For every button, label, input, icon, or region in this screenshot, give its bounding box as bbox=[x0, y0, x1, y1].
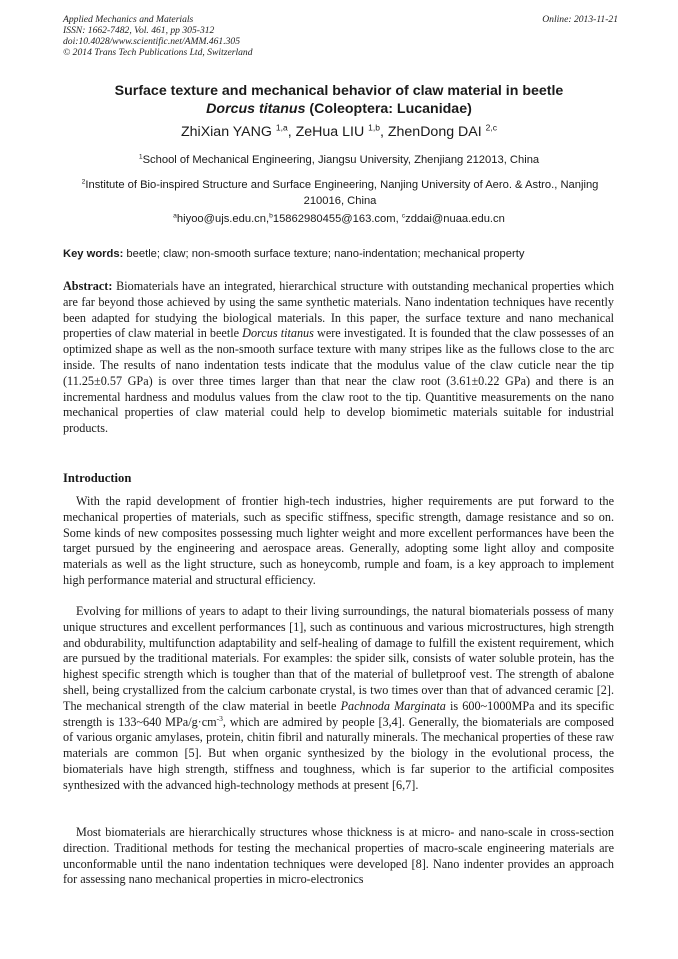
abstract-species: Dorcus titanus bbox=[242, 326, 314, 341]
author-3: , ZhenDong DAI bbox=[379, 124, 486, 140]
paper-title bbox=[40, 82, 638, 118]
email-a: hiyoo@ujs.edu.cn, bbox=[176, 213, 270, 225]
intro-paragraph-1: With the rapid development of frontier high-tech industries, higher requirements are put forward to the mechanical properties of materials, such as specific stiffness, specific strength, damage resistance and so on. Some kinds of new composites possessing much lighter weight and more excellent performances have been the target pursued by the engineering and aerospace areas. Generally, adopting some light alloy and composite materials as well as the light structure, such as honeycomb, rumple and foam, is a key approach to implement high performance material and structural efficiency. bbox=[63, 494, 614, 587]
author-list bbox=[40, 123, 638, 141]
email-b-mark: b bbox=[269, 212, 273, 220]
intro-p2-text-a: Evolving for millions of years to adapt to their living surroundings, the natural biomaterials possess of many unique structures and excellent performances [1], such as continuous and various microstructures, high strength and obdurability, multifunction adaptability and self-healing of damage to fulfill the existent requirement, which are pursued by the traditional materials. For examples: the spider silk, consists of water soluble protein, has the highest specific strength which is tougher than that of the material of bulletproof vest. The strength of abalone shell, being crystallized from the calcium carbonate crystal, is two times over than that of advanced ceramic [2]. The mechanical strength of the claw material in beetle bbox=[63, 604, 614, 713]
title-line-2-rest: (Coleoptera: Lucanidae) bbox=[305, 101, 472, 117]
keywords-label: Key words: bbox=[63, 248, 124, 260]
intro-p2-text-c: , which are admired by people [3,4]. Generally, the biomaterials are composed of various organic amylases, protein, chitin fibril and naturally minerals. The mechanical properties of these raw materials are common [5]. But when organic synthesized by the biology in the evolutional process, the biomaterials have high strength, stiffness and toughness, which is far superior to the artificial composites synthesized with the advanced high-technology methods at present [6,7]. bbox=[63, 714, 614, 792]
copyright-line: © 2014 Trans Tech Publications Ltd, Switzerland bbox=[63, 47, 253, 58]
intro-p2-species: Pachnoda Marginata bbox=[340, 698, 446, 713]
author-1-affil: 1,a bbox=[275, 122, 288, 133]
affiliation-1-text: School of Mechanical Engineering, Jiangsu University, Zhenjiang 212013, China bbox=[142, 154, 540, 166]
intro-paragraph-2 bbox=[63, 604, 614, 794]
email-a-mark: a bbox=[173, 212, 177, 220]
author-2: , ZeHua LIU bbox=[287, 124, 369, 140]
email-c-mark: c bbox=[401, 212, 406, 220]
intro-p2-text-b: is 600~1000MPa and its specific strength is 133~640 MPa/g·cm bbox=[63, 698, 614, 729]
affiliation-2-text: Institute of Bio-inspired Structure and Surface Engineering, Nanjing University of Aero. & Astro., Nanjing 210016, China bbox=[85, 179, 599, 207]
intro-paragraph-3: Most biomaterials are hierarchically structures whose thickness is at micro- and nano-scale in cross-section direction. Traditional methods for testing the mechanical properties of macro-scale engineering materials are unconformable until the nano indentation techniques were developed [8]. Nano indenter provides an approach for assessing nano mechanical properties in micro-electronics bbox=[63, 825, 614, 887]
email-b: 15862980455@163.com, bbox=[272, 213, 402, 225]
abstract-label: Abstract: bbox=[63, 279, 113, 293]
keywords bbox=[63, 246, 623, 262]
affiliation-2 bbox=[70, 177, 610, 209]
title-line-1: Surface texture and mechanical behavior of claw material in beetle bbox=[114, 83, 564, 99]
affiliation-1 bbox=[40, 152, 638, 168]
doi-line: doi:10.4028/www.scientific.net/AMM.461.305 bbox=[63, 36, 241, 47]
issn-line: ISSN: 1662-7482, Vol. 461, pp 305-312 bbox=[63, 25, 215, 36]
affiliation-1-mark: 1 bbox=[138, 153, 143, 161]
email-line bbox=[40, 211, 638, 227]
section-heading-introduction: Introduction bbox=[63, 471, 132, 485]
abstract-text-1: Biomaterials have an integrated, hierarchical structure with outstanding mechanical properties which are far beyond those achieved by using the same synthetic materials. Nano indentation techniques have recently been adapted for studying the biological materials. In this paper, the surface texture and nano mechanical properties of claw material in beetle bbox=[63, 279, 614, 341]
title-line-2 bbox=[40, 100, 638, 118]
intro-p2-superscript: -3 bbox=[216, 713, 223, 723]
journal-name: Applied Mechanics and Materials bbox=[63, 14, 194, 25]
email-c: zddai@nuaa.edu.cn bbox=[405, 213, 505, 225]
title-species: Dorcus titanus bbox=[206, 101, 306, 117]
author-3-affil: 2,c bbox=[485, 122, 497, 133]
abstract-text-2: were investigated. It is founded that the claw possesses of an optimized shape as well as the non-smooth surface texture with many stripes like as the fullows close to the arc inside. The results of nano indentation tests indicate that the modulus value of the claw cuticle near the tip (11.25±0.57 GPa) is over three times larger than that near the claw root (3.61±0.22 GPa) and there is an incremental hardness and modulus values from the claw root to the tip. Quantitive measurements on the nano mechanical properties of claw material could help to develop biomimetic materials suitable for industrial products. bbox=[63, 326, 614, 436]
online-date: Online: 2013-11-21 bbox=[542, 14, 618, 25]
keywords-text: beetle; claw; non-smooth surface texture; nano-indentation; mechanical property bbox=[123, 248, 525, 260]
affiliation-2-mark: 2 bbox=[81, 178, 86, 186]
author-1: ZhiXian YANG bbox=[180, 124, 276, 140]
author-2-affil: 1,b bbox=[368, 122, 380, 133]
journal-header bbox=[63, 14, 618, 58]
abstract bbox=[63, 279, 614, 437]
